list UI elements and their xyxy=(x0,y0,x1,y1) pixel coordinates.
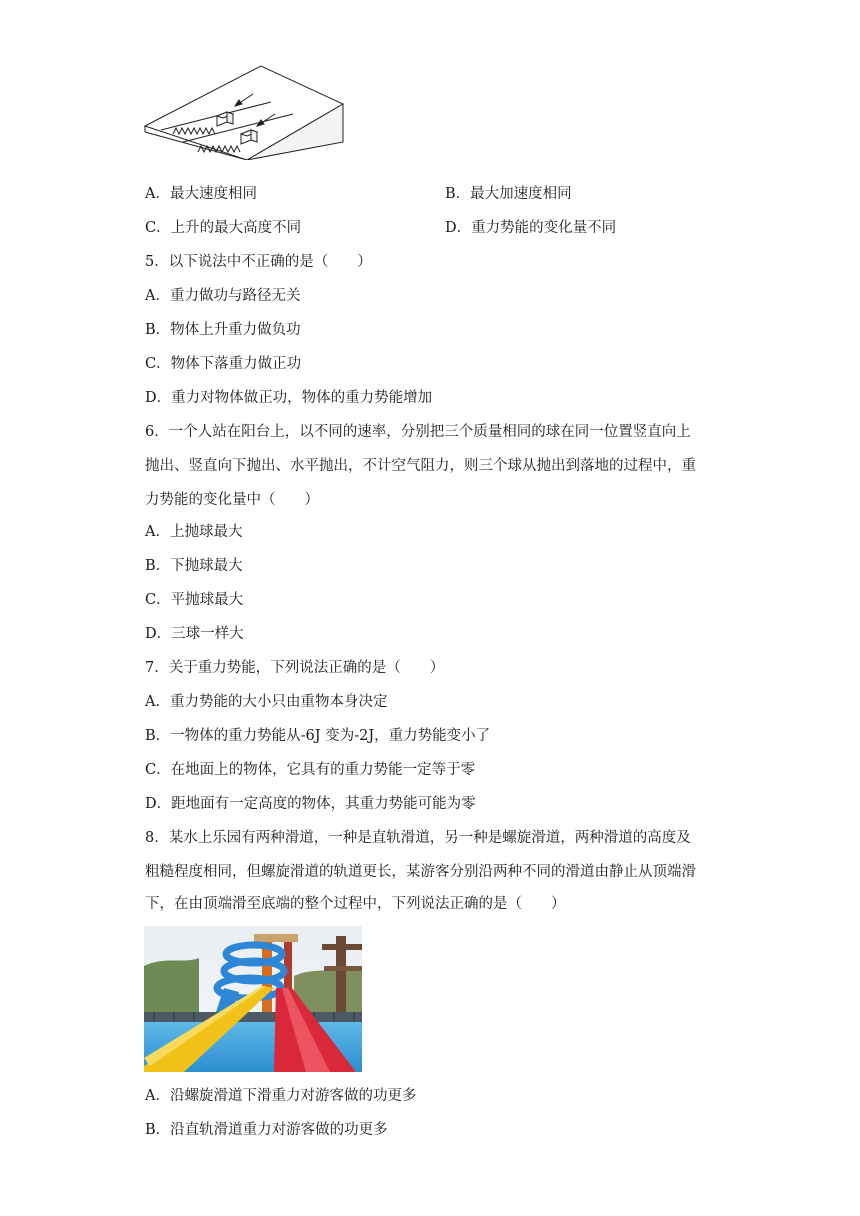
q7-option-a: A．重力势能的大小只由重物本身决定 xyxy=(145,694,388,710)
q7-option-b: B．一物体的重力势能从-6J 变为-2J，重力势能变小了 xyxy=(145,728,491,744)
q7-option-c: C．在地面上的物体，它具有的重力势能一定等于零 xyxy=(145,762,476,778)
q6-option-b: B．下抛球最大 xyxy=(145,558,243,574)
q7-option-d: D．距地面有一定高度的物体，其重力势能可能为零 xyxy=(145,796,476,812)
q5-option-b: B．物体上升重力做负功 xyxy=(145,322,301,338)
q4-option-d: D．重力势能的变化量不同 xyxy=(445,220,617,236)
q5-option-d: D．重力对物体做正功，物体的重力势能增加 xyxy=(145,390,433,406)
q5-option-a: A．重力做功与路径无关 xyxy=(145,288,301,304)
q8-stem-line-1: 8．某水上乐园有两种滑道，一种是直轨滑道，另一种是螺旋滑道，两种滑道的高度及 xyxy=(145,830,691,846)
q5-option-c: C．物体下落重力做正功 xyxy=(145,356,302,372)
q4-option-b: B．最大加速度相同 xyxy=(445,186,572,202)
q6-stem-line-2: 抛出、竖直向下抛出、水平抛出，不计空气阻力，则三个球从抛出到落地的过程中，重 xyxy=(145,458,696,474)
q8-stem-line-2: 粗糙程度相同，但螺旋滑道的轨道更长，某游客分别沿两种不同的滑道由静止从顶端滑 xyxy=(145,864,696,880)
q8-stem-line-3: 下，在由顶端滑至底端的整个过程中，下列说法正确的是（ ） xyxy=(145,896,566,912)
q7-stem: 7．关于重力势能，下列说法正确的是（ ） xyxy=(145,660,445,676)
q4-option-a: A．最大速度相同 xyxy=(145,186,257,202)
q4-option-c: C．上升的最大高度不同 xyxy=(145,220,302,236)
q8-option-a: A．沿螺旋滑道下滑重力对游客做的功更多 xyxy=(145,1088,417,1104)
q6-stem-line-3: 力势能的变化量中（ ） xyxy=(145,492,319,508)
water-slide-photo xyxy=(144,926,362,1072)
q8-option-b: B．沿直轨滑道重力对游客做的功更多 xyxy=(145,1122,388,1138)
q6-option-d: D．三球一样大 xyxy=(145,626,244,642)
q6-stem-line-1: 6．一个人站在阳台上，以不同的速率，分别把三个质量相同的球在同一位置竖直向上 xyxy=(145,424,691,440)
inclined-plane-figure xyxy=(143,64,348,160)
q5-stem: 5．以下说法中不正确的是（ ） xyxy=(145,254,372,270)
q6-option-c: C．平抛球最大 xyxy=(145,592,244,608)
q6-option-a: A．上抛球最大 xyxy=(145,524,243,540)
